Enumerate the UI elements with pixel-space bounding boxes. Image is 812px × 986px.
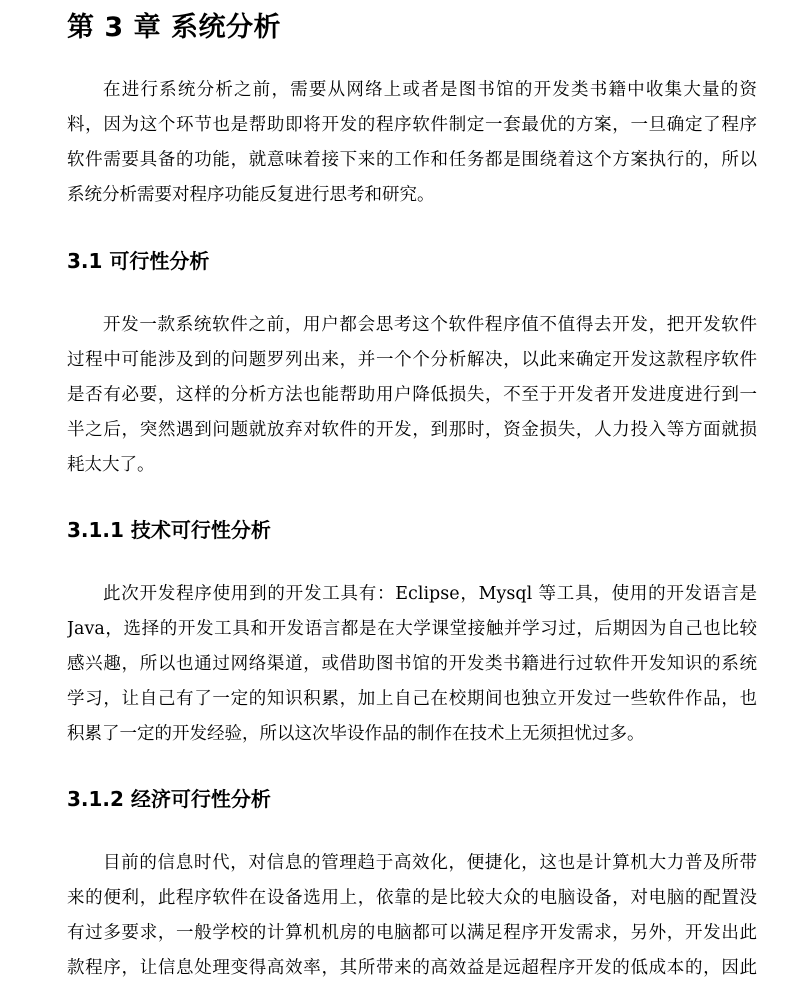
paragraph-line: 开发一款系统软件之前，用户都会思考这个软件程序值不值得去开发，把开发软件 (103, 315, 757, 335)
section-3-1-1-heading: 3.1.1 技术可行性分析 (67, 518, 271, 542)
section-3-1-2-paragraph (67, 846, 757, 986)
paragraph-line: 目前的信息时代，对信息的管理趋于高效化，便捷化，这也是计算机大力普及所带 (103, 853, 757, 873)
section-3-1-paragraph (67, 308, 757, 483)
paragraph-line: 学习，让自己有了一定的知识积累，加上自己在校期间也独立开发过一些软件作品，也 (67, 689, 757, 709)
paragraph-line: 来的便利，此程序软件在设备选用上，依靠的是比较大众的电脑设备，对电脑的配置没 (67, 888, 757, 908)
paragraph-line: 积累了一定的开发经验，所以这次毕设作品的制作在技术上无须担忧过多。 (67, 724, 645, 744)
paragraph-line: 耗太大了。 (67, 455, 155, 475)
paragraph-line: 此次开发程序使用到的开发工具有：Eclipse，Mysql 等工具，使用的开发语言是 (103, 584, 757, 604)
section-3-1-2-heading: 3.1.2 经济可行性分析 (67, 787, 271, 811)
section-3-1-1-paragraph (67, 577, 757, 752)
paragraph-line: 半之后，突然遇到问题就放弃对软件的开发，到那时，资金损失，人力投入等方面就损 (67, 420, 757, 440)
paragraph-line: 有过多要求，一般学校的计算机机房的电脑都可以满足程序开发需求，另外，开发出此 (67, 923, 757, 943)
paragraph-line: 在进行系统分析之前，需要从网络上或者是图书馆的开发类书籍中收集大量的资 (103, 80, 757, 100)
paragraph-line: 料，因为这个环节也是帮助即将开发的程序软件制定一套最优的方案，一旦确定了程序 (67, 115, 757, 135)
paragraph-line: 系统分析需要对程序功能反复进行思考和研究。 (67, 185, 435, 205)
section-3-1-heading: 3.1 可行性分析 (67, 249, 210, 273)
paragraph-line: 款程序，让信息处理变得高效率，其所带来的高效益是远超程序开发的低成本的，因此 (67, 958, 757, 978)
chapter-title: 第 3 章 系统分析 (67, 12, 281, 43)
intro-paragraph (67, 73, 757, 213)
paragraph-line: 感兴趣，所以也通过网络渠道，或借助图书馆的开发类书籍进行过软件开发知识的系统 (67, 654, 757, 674)
paragraph-line: 软件需要具备的功能，就意味着接下来的工作和任务都是围绕着这个方案执行的，所以 (67, 150, 757, 170)
paragraph-line: 过程中可能涉及到的问题罗列出来，并一个个分析解决，以此来确定开发这款程序软件 (67, 350, 757, 370)
paragraph-line: 是否有必要，这样的分析方法也能帮助用户降低损失，不至于开发者开发进度进行到一 (67, 385, 757, 405)
paragraph-line: Java，选择的开发工具和开发语言都是在大学课堂接触并学习过，后期因为自己也比较 (67, 619, 757, 639)
